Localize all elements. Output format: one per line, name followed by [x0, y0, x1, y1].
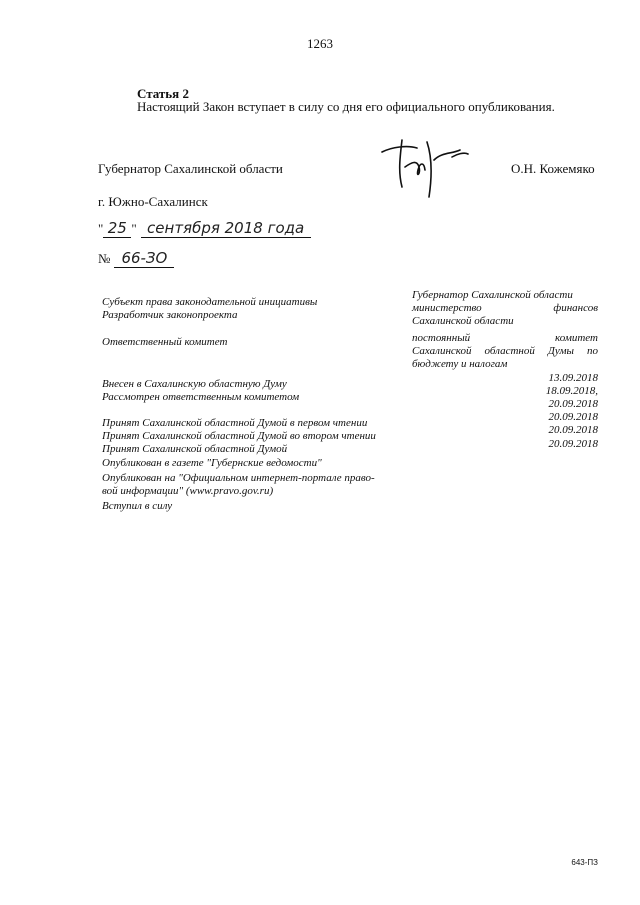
- effective-label: Вступил в силу: [102, 500, 173, 512]
- number-value: 66-ЗО: [114, 249, 174, 268]
- published-gazette-label: Опубликован в газете "Губернские ведомости": [102, 457, 322, 469]
- introduced-date: 13.09.2018: [548, 372, 598, 384]
- first-reading-label: Принят Сахалинской областной Думой в первом чтении: [102, 417, 368, 429]
- published-portal-label-2: вой информации" (www.pravo.gov.ru): [102, 485, 274, 497]
- committee-value-3: бюджету и налогам: [412, 358, 508, 370]
- date-close-quote: ": [131, 221, 137, 236]
- signing-date: [98, 219, 311, 238]
- committee-value-2: Сахалинской областной Думы по: [412, 345, 598, 357]
- governor-title: Губернатор Сахалинской области: [98, 161, 283, 176]
- developer-label: Разработчик законопроекта: [102, 309, 238, 321]
- footer-code: 643-ПЗ: [571, 858, 598, 867]
- date-open-quote: ": [98, 221, 104, 236]
- second-reading-label: Принят Сахалинской областной Думой во втором чтении: [102, 430, 376, 442]
- date-day: 25: [103, 219, 131, 238]
- reviewed-label: Рассмотрен ответственным комитетом: [102, 391, 300, 403]
- committee-value-1: постоянный комитет: [412, 332, 598, 344]
- second-reading-date: 20.09.2018: [548, 424, 598, 436]
- adopted-label: Принят Сахалинской областной Думой: [102, 443, 288, 455]
- number-prefix: №: [98, 251, 111, 266]
- signature-icon: [372, 112, 492, 207]
- reviewed-date-1: 18.09.2018,: [545, 385, 598, 397]
- subject-value: Губернатор Сахалинской области: [412, 289, 573, 301]
- reviewed-date-2: 20.09.2018: [548, 398, 598, 410]
- committee-label: Ответственный комитет: [102, 336, 228, 348]
- article-title: Статья 2: [137, 86, 189, 101]
- first-reading-date: 20.09.2018: [548, 411, 598, 423]
- published-portal-label-1: Опубликован на "Официальном интернет-портале право-: [102, 472, 375, 484]
- introduced-label: Внесен в Сахалинскую областную Думу: [102, 378, 287, 390]
- governor-name: О.Н. Кожемяко: [511, 161, 595, 176]
- adopted-date: 20.09.2018: [548, 438, 598, 450]
- article-text: Настоящий Закон вступает в силу со дня его официального опубликования.: [137, 99, 555, 114]
- developer-value-1: министерство финансов: [412, 302, 598, 314]
- law-number: [98, 249, 174, 268]
- place: г. Южно-Сахалинск: [98, 194, 208, 209]
- date-month-year: сентября 2018 года: [141, 219, 311, 238]
- page-number: 1263: [307, 36, 333, 51]
- subject-label: Субъект права законодательной инициативы: [102, 296, 318, 308]
- developer-value-2: Сахалинской области: [412, 315, 514, 327]
